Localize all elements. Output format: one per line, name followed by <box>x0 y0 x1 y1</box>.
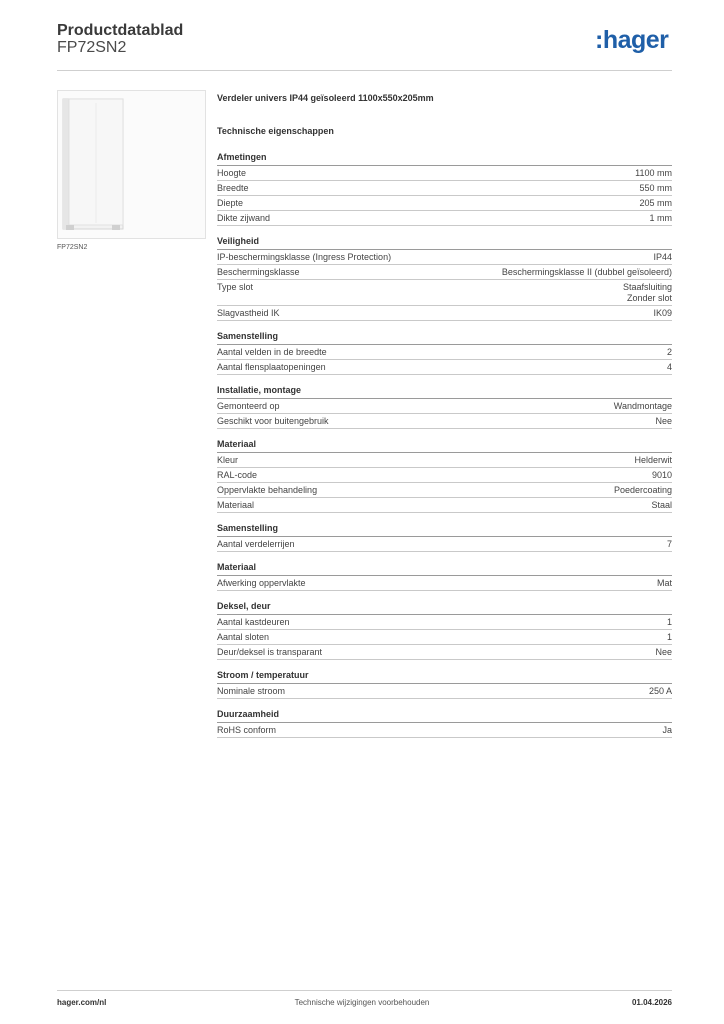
spec-row <box>217 483 672 498</box>
section-materiaal <box>217 439 672 513</box>
section-materiaal-2 <box>217 562 672 591</box>
spec-value: 1 <box>666 632 672 642</box>
spec-value: Nee <box>655 647 672 657</box>
spec-value: Helderwit <box>634 455 672 465</box>
spec-row <box>217 399 672 414</box>
spec-value: Staafsluiting <box>622 282 672 292</box>
spec-row <box>217 280 672 306</box>
spec-row <box>217 345 672 360</box>
spec-row <box>217 498 672 513</box>
hager-logo: :hager <box>595 26 669 54</box>
spec-value: Staal <box>651 500 672 510</box>
tech-properties-heading: Technische eigenschappen <box>217 126 334 136</box>
spec-label: Diepte <box>217 198 244 208</box>
spec-label: Deur/deksel is transparant <box>217 647 323 657</box>
section-duurzaamheid <box>217 709 672 738</box>
spec-value: 1 <box>666 617 672 627</box>
spec-row <box>217 360 672 375</box>
section-heading: Duurzaamheid <box>217 709 672 723</box>
spec-row <box>217 537 672 552</box>
spec-value: 4 <box>666 362 672 372</box>
page-title: Productdatablad <box>57 22 184 39</box>
header-divider <box>57 70 672 71</box>
spec-row <box>217 211 672 226</box>
section-samenstelling <box>217 331 672 375</box>
section-heading: Installatie, montage <box>217 385 672 399</box>
spec-label: Dikte zijwand <box>217 213 271 223</box>
footer-disclaimer: Technische wijzigingen voorbehouden <box>294 998 430 1007</box>
section-stroom <box>217 670 672 699</box>
section-deksel-deur <box>217 601 672 660</box>
spec-row <box>217 576 672 591</box>
spec-row <box>217 166 672 181</box>
spec-row <box>217 250 672 265</box>
image-caption: FP72SN2 <box>57 244 88 251</box>
footer-website-link[interactable]: hager.com/nl <box>57 998 107 1007</box>
cabinet-illustration <box>58 91 205 238</box>
section-heading: Materiaal <box>217 562 672 576</box>
spec-value: 550 mm <box>639 183 672 193</box>
spec-label: Aantal flensplaatopeningen <box>217 362 326 372</box>
section-heading: Deksel, deur <box>217 601 672 615</box>
product-image <box>57 90 206 239</box>
section-afmetingen <box>217 152 672 226</box>
spec-value: 7 <box>666 539 672 549</box>
spec-label: Hoogte <box>217 168 247 178</box>
spec-value: Mat <box>656 578 672 588</box>
footer-divider <box>57 990 672 991</box>
section-installatie <box>217 385 672 429</box>
spec-value: IK09 <box>653 308 672 318</box>
section-heading: Veiligheid <box>217 236 672 250</box>
spec-row <box>217 468 672 483</box>
spec-row <box>217 684 672 699</box>
section-heading: Samenstelling <box>217 331 672 345</box>
spec-label: Slagvastheid IK <box>217 308 280 318</box>
spec-label: RAL-code <box>217 470 258 480</box>
section-heading: Materiaal <box>217 439 672 453</box>
spec-label: Geschikt voor buitengebruik <box>217 416 329 426</box>
spec-value: Nee <box>655 416 672 426</box>
spec-row <box>217 196 672 211</box>
spec-value: 9010 <box>651 470 672 480</box>
product-description: Verdeler univers IP44 geïsoleerd 1100x550x205mm <box>217 93 434 103</box>
spec-label: Gemonteerd op <box>217 401 280 411</box>
spec-row <box>217 181 672 196</box>
spec-label: Type slot <box>217 282 254 292</box>
spec-label: Materiaal <box>217 500 255 510</box>
spec-label: Kleur <box>217 455 239 465</box>
footer-date: 01.04.2026 <box>631 998 672 1007</box>
spec-label: Breedte <box>217 183 249 193</box>
spec-value: Poedercoating <box>613 485 672 495</box>
spec-value-multi <box>623 282 672 304</box>
spec-label: Oppervlakte behandeling <box>217 485 318 495</box>
spec-label: Afwerking oppervlakte <box>217 578 306 588</box>
section-heading: Stroom / temperatuur <box>217 670 672 684</box>
spec-value: 1100 mm <box>635 168 672 178</box>
spec-value: Beschermingsklasse II (dubbel geïsoleerd) <box>501 267 672 277</box>
spec-label: RoHS conform <box>217 725 277 735</box>
spec-value: 205 mm <box>639 198 672 208</box>
spec-label: Aantal kastdeuren <box>217 617 290 627</box>
spec-label: Nominale stroom <box>217 686 286 696</box>
section-veiligheid <box>217 236 672 321</box>
section-heading: Afmetingen <box>217 152 672 166</box>
spec-value: Zonder slot <box>626 293 672 303</box>
spec-label: IP-beschermingsklasse (Ingress Protection) <box>217 252 392 262</box>
spec-value: Wandmontage <box>613 401 672 411</box>
spec-row <box>217 723 672 738</box>
spec-value: IP44 <box>653 252 672 262</box>
spec-label: Aantal verdelerrijen <box>217 539 295 549</box>
spec-row <box>217 615 672 630</box>
spec-row <box>217 414 672 429</box>
spec-row <box>217 265 672 280</box>
spec-row <box>217 645 672 660</box>
spec-row <box>217 306 672 321</box>
spec-row <box>217 453 672 468</box>
spec-content <box>217 93 672 738</box>
spec-label: Aantal velden in de breedte <box>217 347 327 357</box>
spec-label: Beschermingsklasse <box>217 267 300 277</box>
spec-label: Aantal sloten <box>217 632 270 642</box>
product-code: FP72SN2 <box>57 39 127 56</box>
section-heading: Samenstelling <box>217 523 672 537</box>
spec-value: 250 A <box>648 686 672 696</box>
spec-value: 2 <box>666 347 672 357</box>
section-samenstelling-2 <box>217 523 672 552</box>
spec-row <box>217 630 672 645</box>
spec-value: 1 mm <box>649 213 672 223</box>
spec-value: Ja <box>662 725 672 735</box>
